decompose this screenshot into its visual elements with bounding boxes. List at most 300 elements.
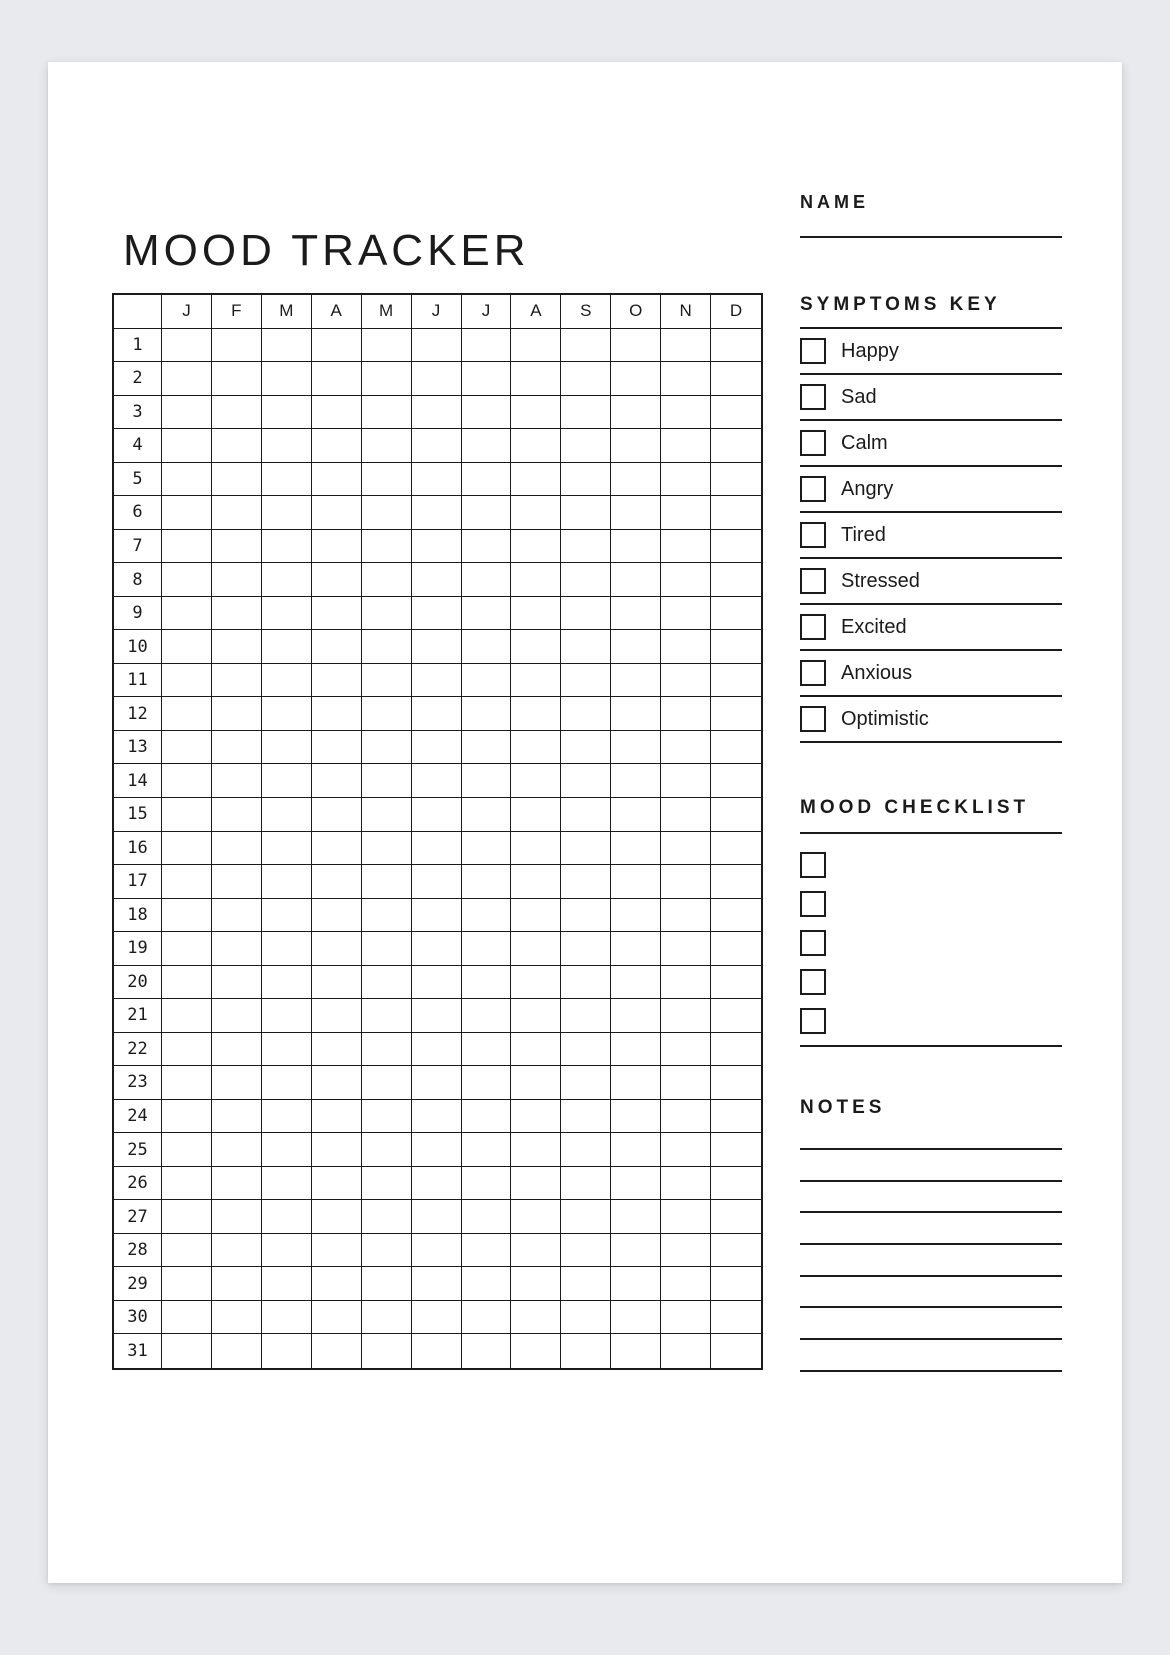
mood-cell[interactable] — [711, 496, 761, 530]
mood-cell[interactable] — [412, 429, 462, 463]
mood-cell[interactable] — [711, 731, 761, 765]
mood-cell[interactable] — [262, 664, 312, 698]
notes-line[interactable] — [800, 1243, 1062, 1245]
mood-cell[interactable] — [462, 798, 512, 832]
mood-cell[interactable] — [711, 463, 761, 497]
mood-cell[interactable] — [262, 1200, 312, 1234]
mood-cell[interactable] — [362, 1167, 412, 1201]
mood-cell[interactable] — [511, 1334, 561, 1368]
mood-cell[interactable] — [262, 329, 312, 363]
mood-cell[interactable] — [162, 463, 212, 497]
mood-cell[interactable] — [212, 1200, 262, 1234]
mood-cell[interactable] — [561, 329, 611, 363]
mood-cell[interactable] — [711, 1033, 761, 1067]
mood-cell[interactable] — [262, 1334, 312, 1368]
mood-cell[interactable] — [412, 865, 462, 899]
mood-cell[interactable] — [611, 932, 661, 966]
mood-cell[interactable] — [362, 463, 412, 497]
mood-cell[interactable] — [412, 966, 462, 1000]
mood-cell[interactable] — [661, 429, 711, 463]
mood-cell[interactable] — [661, 798, 711, 832]
mood-cell[interactable] — [561, 932, 611, 966]
mood-cell[interactable] — [611, 999, 661, 1033]
mood-cell[interactable] — [412, 1200, 462, 1234]
mood-cell[interactable] — [511, 429, 561, 463]
mood-cell[interactable] — [262, 899, 312, 933]
mood-cell[interactable] — [162, 597, 212, 631]
mood-cell[interactable] — [262, 731, 312, 765]
mood-cell[interactable] — [511, 798, 561, 832]
mood-cell[interactable] — [711, 1100, 761, 1134]
mood-cell[interactable] — [312, 932, 362, 966]
notes-line[interactable] — [800, 1338, 1062, 1340]
mood-cell[interactable] — [412, 697, 462, 731]
mood-cell[interactable] — [412, 329, 462, 363]
mood-cell[interactable] — [412, 530, 462, 564]
mood-cell[interactable] — [212, 798, 262, 832]
symptom-checkbox[interactable] — [800, 476, 826, 502]
mood-cell[interactable] — [561, 563, 611, 597]
mood-cell[interactable] — [561, 899, 611, 933]
mood-cell[interactable] — [162, 1200, 212, 1234]
mood-cell[interactable] — [212, 764, 262, 798]
mood-cell[interactable] — [462, 362, 512, 396]
mood-cell[interactable] — [412, 731, 462, 765]
mood-cell[interactable] — [162, 899, 212, 933]
mood-cell[interactable] — [511, 396, 561, 430]
mood-cell[interactable] — [711, 1167, 761, 1201]
mood-cell[interactable] — [312, 463, 362, 497]
symptom-checkbox[interactable] — [800, 430, 826, 456]
mood-cell[interactable] — [611, 1066, 661, 1100]
mood-cell[interactable] — [511, 966, 561, 1000]
mood-cell[interactable] — [162, 1100, 212, 1134]
mood-cell[interactable] — [162, 731, 212, 765]
mood-cell[interactable] — [561, 1133, 611, 1167]
mood-cell[interactable] — [511, 362, 561, 396]
notes-line[interactable] — [800, 1148, 1062, 1150]
mood-cell[interactable] — [462, 1267, 512, 1301]
mood-cell[interactable] — [462, 1133, 512, 1167]
mood-cell[interactable] — [262, 1033, 312, 1067]
mood-cell[interactable] — [362, 1301, 412, 1335]
mood-cell[interactable] — [611, 429, 661, 463]
mood-cell[interactable] — [362, 1200, 412, 1234]
mood-cell[interactable] — [511, 1200, 561, 1234]
mood-cell[interactable] — [561, 798, 611, 832]
mood-cell[interactable] — [711, 697, 761, 731]
mood-cell[interactable] — [312, 966, 362, 1000]
mood-cell[interactable] — [661, 731, 711, 765]
mood-cell[interactable] — [511, 764, 561, 798]
notes-line[interactable] — [800, 1370, 1062, 1372]
mood-cell[interactable] — [212, 966, 262, 1000]
mood-cell[interactable] — [711, 329, 761, 363]
mood-cell[interactable] — [561, 764, 611, 798]
mood-cell[interactable] — [162, 664, 212, 698]
mood-cell[interactable] — [362, 329, 412, 363]
mood-cell[interactable] — [462, 597, 512, 631]
mood-cell[interactable] — [162, 1167, 212, 1201]
name-input-line[interactable] — [800, 236, 1062, 238]
mood-cell[interactable] — [312, 664, 362, 698]
mood-cell[interactable] — [312, 329, 362, 363]
mood-cell[interactable] — [711, 1066, 761, 1100]
mood-cell[interactable] — [561, 1066, 611, 1100]
mood-cell[interactable] — [711, 899, 761, 933]
mood-cell[interactable] — [711, 664, 761, 698]
mood-cell[interactable] — [312, 1167, 362, 1201]
mood-cell[interactable] — [262, 630, 312, 664]
mood-cell[interactable] — [262, 1301, 312, 1335]
mood-cell[interactable] — [711, 1267, 761, 1301]
mood-cell[interactable] — [561, 463, 611, 497]
mood-cell[interactable] — [312, 496, 362, 530]
mood-cell[interactable] — [711, 966, 761, 1000]
mood-cell[interactable] — [661, 932, 711, 966]
mood-cell[interactable] — [262, 429, 312, 463]
mood-cell[interactable] — [162, 396, 212, 430]
mood-cell[interactable] — [462, 1301, 512, 1335]
mood-cell[interactable] — [412, 1033, 462, 1067]
mood-cell[interactable] — [711, 865, 761, 899]
symptom-checkbox[interactable] — [800, 338, 826, 364]
mood-cell[interactable] — [511, 932, 561, 966]
mood-cell[interactable] — [462, 396, 512, 430]
mood-cell[interactable] — [362, 1066, 412, 1100]
mood-cell[interactable] — [661, 899, 711, 933]
mood-cell[interactable] — [262, 597, 312, 631]
mood-cell[interactable] — [212, 530, 262, 564]
symptom-checkbox[interactable] — [800, 568, 826, 594]
mood-cell[interactable] — [561, 429, 611, 463]
mood-cell[interactable] — [412, 563, 462, 597]
mood-cell[interactable] — [611, 899, 661, 933]
mood-cell[interactable] — [212, 664, 262, 698]
mood-cell[interactable] — [561, 664, 611, 698]
mood-cell[interactable] — [162, 966, 212, 1000]
mood-cell[interactable] — [661, 865, 711, 899]
mood-cell[interactable] — [462, 1200, 512, 1234]
mood-cell[interactable] — [511, 1167, 561, 1201]
mood-cell[interactable] — [412, 832, 462, 866]
mood-cell[interactable] — [212, 932, 262, 966]
mood-cell[interactable] — [511, 1267, 561, 1301]
mood-cell[interactable] — [561, 630, 611, 664]
mood-cell[interactable] — [561, 697, 611, 731]
mood-cell[interactable] — [561, 832, 611, 866]
mood-cell[interactable] — [412, 999, 462, 1033]
mood-cell[interactable] — [661, 630, 711, 664]
mood-cell[interactable] — [462, 329, 512, 363]
mood-cell[interactable] — [462, 1167, 512, 1201]
mood-cell[interactable] — [362, 1033, 412, 1067]
mood-cell[interactable] — [462, 865, 512, 899]
mood-cell[interactable] — [711, 362, 761, 396]
mood-cell[interactable] — [611, 966, 661, 1000]
mood-cell[interactable] — [511, 1066, 561, 1100]
mood-cell[interactable] — [362, 664, 412, 698]
mood-checklist-checkbox[interactable] — [800, 969, 826, 995]
mood-cell[interactable] — [262, 1066, 312, 1100]
mood-cell[interactable] — [462, 429, 512, 463]
mood-cell[interactable] — [711, 832, 761, 866]
mood-cell[interactable] — [661, 1334, 711, 1368]
mood-cell[interactable] — [611, 496, 661, 530]
mood-cell[interactable] — [262, 396, 312, 430]
mood-cell[interactable] — [262, 966, 312, 1000]
mood-cell[interactable] — [412, 463, 462, 497]
mood-cell[interactable] — [611, 1200, 661, 1234]
symptom-checkbox[interactable] — [800, 384, 826, 410]
mood-cell[interactable] — [462, 1066, 512, 1100]
mood-cell[interactable] — [661, 329, 711, 363]
mood-cell[interactable] — [412, 1234, 462, 1268]
mood-cell[interactable] — [661, 1100, 711, 1134]
mood-cell[interactable] — [212, 1133, 262, 1167]
symptom-checkbox[interactable] — [800, 614, 826, 640]
mood-cell[interactable] — [611, 1133, 661, 1167]
mood-cell[interactable] — [661, 1066, 711, 1100]
mood-cell[interactable] — [212, 899, 262, 933]
mood-cell[interactable] — [262, 999, 312, 1033]
mood-cell[interactable] — [611, 832, 661, 866]
mood-cell[interactable] — [511, 865, 561, 899]
mood-cell[interactable] — [462, 496, 512, 530]
mood-cell[interactable] — [511, 999, 561, 1033]
mood-cell[interactable] — [561, 597, 611, 631]
mood-cell[interactable] — [511, 1033, 561, 1067]
mood-cell[interactable] — [561, 530, 611, 564]
notes-line[interactable] — [800, 1180, 1062, 1182]
mood-cell[interactable] — [412, 932, 462, 966]
mood-cell[interactable] — [162, 1267, 212, 1301]
mood-cell[interactable] — [661, 1267, 711, 1301]
mood-cell[interactable] — [611, 1334, 661, 1368]
mood-cell[interactable] — [462, 999, 512, 1033]
mood-cell[interactable] — [312, 1301, 362, 1335]
mood-cell[interactable] — [611, 1100, 661, 1134]
mood-cell[interactable] — [162, 764, 212, 798]
mood-cell[interactable] — [262, 563, 312, 597]
mood-cell[interactable] — [212, 1234, 262, 1268]
mood-cell[interactable] — [312, 899, 362, 933]
mood-cell[interactable] — [312, 1334, 362, 1368]
mood-cell[interactable] — [362, 731, 412, 765]
mood-cell[interactable] — [412, 597, 462, 631]
mood-cell[interactable] — [462, 1100, 512, 1134]
mood-cell[interactable] — [462, 1033, 512, 1067]
mood-cell[interactable] — [661, 597, 711, 631]
mood-cell[interactable] — [362, 630, 412, 664]
mood-cell[interactable] — [362, 530, 412, 564]
mood-cell[interactable] — [362, 966, 412, 1000]
mood-cell[interactable] — [511, 563, 561, 597]
mood-cell[interactable] — [262, 496, 312, 530]
mood-cell[interactable] — [661, 697, 711, 731]
mood-cell[interactable] — [661, 530, 711, 564]
mood-cell[interactable] — [511, 664, 561, 698]
mood-cell[interactable] — [162, 1133, 212, 1167]
mood-cell[interactable] — [212, 832, 262, 866]
mood-cell[interactable] — [412, 1167, 462, 1201]
mood-cell[interactable] — [462, 764, 512, 798]
mood-cell[interactable] — [611, 1301, 661, 1335]
mood-cell[interactable] — [162, 1301, 212, 1335]
mood-cell[interactable] — [362, 1100, 412, 1134]
mood-cell[interactable] — [711, 396, 761, 430]
notes-line[interactable] — [800, 1306, 1062, 1308]
mood-cell[interactable] — [561, 1100, 611, 1134]
mood-cell[interactable] — [362, 1133, 412, 1167]
mood-cell[interactable] — [412, 1267, 462, 1301]
mood-cell[interactable] — [212, 1033, 262, 1067]
mood-cell[interactable] — [511, 731, 561, 765]
mood-cell[interactable] — [462, 630, 512, 664]
mood-cell[interactable] — [661, 966, 711, 1000]
mood-cell[interactable] — [162, 1066, 212, 1100]
mood-cell[interactable] — [661, 1033, 711, 1067]
mood-cell[interactable] — [412, 664, 462, 698]
mood-cell[interactable] — [262, 1100, 312, 1134]
mood-cell[interactable] — [661, 463, 711, 497]
mood-cell[interactable] — [312, 832, 362, 866]
mood-cell[interactable] — [262, 865, 312, 899]
mood-cell[interactable] — [462, 932, 512, 966]
mood-cell[interactable] — [212, 1301, 262, 1335]
mood-cell[interactable] — [661, 664, 711, 698]
symptom-checkbox[interactable] — [800, 706, 826, 732]
mood-cell[interactable] — [212, 463, 262, 497]
mood-cell[interactable] — [162, 999, 212, 1033]
mood-cell[interactable] — [212, 496, 262, 530]
mood-cell[interactable] — [511, 899, 561, 933]
mood-cell[interactable] — [611, 396, 661, 430]
mood-cell[interactable] — [262, 932, 312, 966]
mood-cell[interactable] — [661, 1234, 711, 1268]
mood-cell[interactable] — [312, 630, 362, 664]
mood-checklist-checkbox[interactable] — [800, 891, 826, 917]
mood-cell[interactable] — [212, 630, 262, 664]
mood-cell[interactable] — [212, 1066, 262, 1100]
mood-cell[interactable] — [511, 530, 561, 564]
notes-line[interactable] — [800, 1211, 1062, 1213]
mood-cell[interactable] — [711, 1200, 761, 1234]
mood-cell[interactable] — [611, 1234, 661, 1268]
mood-cell[interactable] — [661, 832, 711, 866]
mood-cell[interactable] — [362, 832, 412, 866]
symptom-checkbox[interactable] — [800, 660, 826, 686]
mood-cell[interactable] — [262, 697, 312, 731]
mood-cell[interactable] — [611, 597, 661, 631]
mood-cell[interactable] — [462, 1234, 512, 1268]
mood-cell[interactable] — [611, 1267, 661, 1301]
mood-cell[interactable] — [162, 932, 212, 966]
mood-cell[interactable] — [462, 697, 512, 731]
mood-cell[interactable] — [412, 899, 462, 933]
mood-cell[interactable] — [162, 362, 212, 396]
mood-cell[interactable] — [412, 396, 462, 430]
mood-cell[interactable] — [611, 463, 661, 497]
notes-line[interactable] — [800, 1275, 1062, 1277]
mood-cell[interactable] — [462, 530, 512, 564]
mood-cell[interactable] — [711, 798, 761, 832]
mood-cell[interactable] — [412, 1066, 462, 1100]
mood-cell[interactable] — [611, 530, 661, 564]
mood-cell[interactable] — [661, 1167, 711, 1201]
mood-cell[interactable] — [312, 429, 362, 463]
mood-cell[interactable] — [162, 832, 212, 866]
mood-cell[interactable] — [611, 329, 661, 363]
mood-cell[interactable] — [212, 429, 262, 463]
mood-cell[interactable] — [312, 530, 362, 564]
mood-cell[interactable] — [511, 463, 561, 497]
mood-cell[interactable] — [262, 798, 312, 832]
mood-cell[interactable] — [362, 597, 412, 631]
mood-cell[interactable] — [212, 396, 262, 430]
mood-cell[interactable] — [212, 1100, 262, 1134]
mood-cell[interactable] — [561, 1301, 611, 1335]
mood-cell[interactable] — [162, 1234, 212, 1268]
mood-cell[interactable] — [412, 764, 462, 798]
mood-cell[interactable] — [561, 1033, 611, 1067]
mood-cell[interactable] — [212, 865, 262, 899]
mood-cell[interactable] — [262, 463, 312, 497]
mood-cell[interactable] — [362, 496, 412, 530]
mood-cell[interactable] — [362, 396, 412, 430]
mood-cell[interactable] — [412, 496, 462, 530]
mood-cell[interactable] — [511, 1100, 561, 1134]
mood-cell[interactable] — [162, 496, 212, 530]
mood-cell[interactable] — [511, 496, 561, 530]
mood-cell[interactable] — [312, 731, 362, 765]
symptom-checkbox[interactable] — [800, 522, 826, 548]
mood-cell[interactable] — [611, 798, 661, 832]
mood-cell[interactable] — [511, 630, 561, 664]
mood-cell[interactable] — [661, 764, 711, 798]
mood-cell[interactable] — [262, 1234, 312, 1268]
mood-cell[interactable] — [162, 563, 212, 597]
mood-cell[interactable] — [561, 362, 611, 396]
mood-cell[interactable] — [462, 563, 512, 597]
mood-cell[interactable] — [262, 832, 312, 866]
mood-cell[interactable] — [511, 1301, 561, 1335]
mood-cell[interactable] — [561, 496, 611, 530]
mood-cell[interactable] — [312, 396, 362, 430]
mood-cell[interactable] — [162, 798, 212, 832]
mood-cell[interactable] — [312, 362, 362, 396]
mood-cell[interactable] — [412, 1100, 462, 1134]
mood-cell[interactable] — [362, 429, 412, 463]
mood-cell[interactable] — [711, 1234, 761, 1268]
mood-cell[interactable] — [312, 1267, 362, 1301]
mood-cell[interactable] — [661, 396, 711, 430]
mood-cell[interactable] — [661, 1200, 711, 1234]
mood-cell[interactable] — [511, 832, 561, 866]
mood-cell[interactable] — [462, 899, 512, 933]
mood-cell[interactable] — [312, 1133, 362, 1167]
mood-cell[interactable] — [212, 999, 262, 1033]
mood-cell[interactable] — [711, 563, 761, 597]
mood-cell[interactable] — [212, 329, 262, 363]
mood-cell[interactable] — [312, 865, 362, 899]
mood-cell[interactable] — [611, 1033, 661, 1067]
mood-cell[interactable] — [362, 798, 412, 832]
mood-cell[interactable] — [711, 1334, 761, 1368]
mood-cell[interactable] — [362, 563, 412, 597]
mood-cell[interactable] — [412, 1133, 462, 1167]
mood-cell[interactable] — [711, 1133, 761, 1167]
